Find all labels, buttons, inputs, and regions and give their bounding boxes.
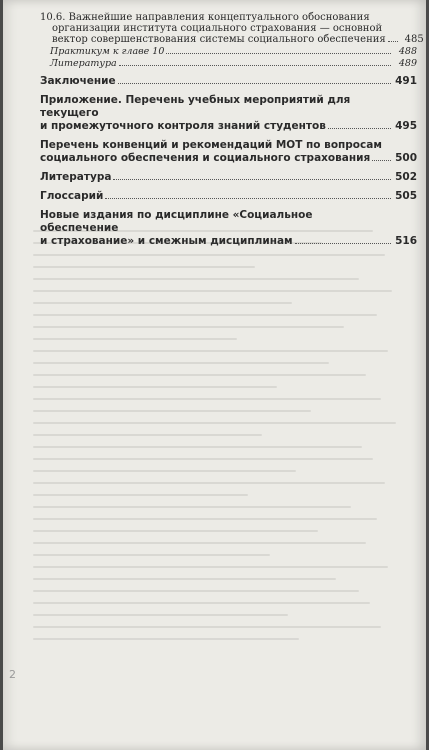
leader-dots	[113, 179, 391, 180]
leader-dots	[388, 41, 398, 42]
table-of-contents	[40, 12, 424, 249]
toc-entry-10-6-line2: организации института социального страхования — основной	[52, 23, 383, 34]
toc-entry-appendix-page: 495	[395, 120, 417, 132]
toc-entry-literature-text: Литература	[40, 171, 112, 183]
toc-entry-literature	[40, 171, 417, 184]
toc-entry-appendix	[40, 94, 417, 133]
toc-entry-glossary-page: 505	[395, 190, 417, 202]
leader-dots	[119, 65, 391, 66]
toc-entry-literature-ch10-page: 489	[398, 58, 417, 69]
toc-entry-glossary	[40, 190, 417, 203]
toc-entry-10-6-page: 485	[404, 34, 424, 45]
toc-entry-conclusion	[40, 75, 417, 88]
toc-entry-conclusion-text: Заключение	[40, 75, 116, 87]
toc-entry-10-6-line3: вектор совершенствования системы социального обеспечения	[52, 34, 386, 45]
toc-entry-new-editions-line1: Новые издания по дисциплине «Социальное обеспечение	[40, 209, 313, 234]
leader-dots	[372, 160, 391, 161]
leader-dots	[105, 198, 391, 199]
toc-entry-practicum-page: 488	[398, 46, 417, 57]
leader-dots	[328, 128, 391, 129]
toc-entry-conclusion-page: 491	[395, 75, 417, 87]
toc-entry-glossary-text: Глоссарий	[40, 190, 104, 202]
bleed-through-text	[33, 230, 403, 650]
toc-entry-ilo-conventions	[40, 139, 417, 165]
leader-dots	[118, 83, 391, 84]
toc-entry-ilo-conventions-page: 500	[395, 152, 417, 164]
toc-entry-literature-ch10-text: Литература	[50, 58, 117, 69]
toc-entry-literature-page: 502	[395, 171, 417, 183]
toc-entry-10-6	[40, 12, 424, 45]
toc-entry-practicum	[40, 46, 417, 57]
toc-entry-appendix-line1: Приложение. Перечень учебных мероприятий для текущего	[40, 94, 351, 119]
toc-entry-literature-ch10	[40, 58, 417, 69]
toc-entry-new-editions-line2: и страхование» и смежным дисциплинам	[40, 235, 293, 247]
toc-entry-10-6-line1: 10.6. Важнейшие направления концептуального обоснования	[40, 12, 370, 23]
book-page	[3, 0, 426, 750]
page-mark: 2	[9, 668, 16, 681]
toc-entry-ilo-conventions-line2: социального обеспечения и социального страхования	[40, 152, 371, 164]
toc-entry-appendix-line2: и промежуточного контроля знаний студентов	[40, 120, 326, 132]
leader-dots	[166, 53, 391, 54]
toc-entry-new-editions-page: 516	[395, 235, 417, 247]
toc-entry-ilo-conventions-line1: Перечень конвенций и рекомендаций МОТ по вопросам	[40, 139, 382, 151]
toc-entry-practicum-text: Практикум к главе 10	[50, 46, 165, 57]
